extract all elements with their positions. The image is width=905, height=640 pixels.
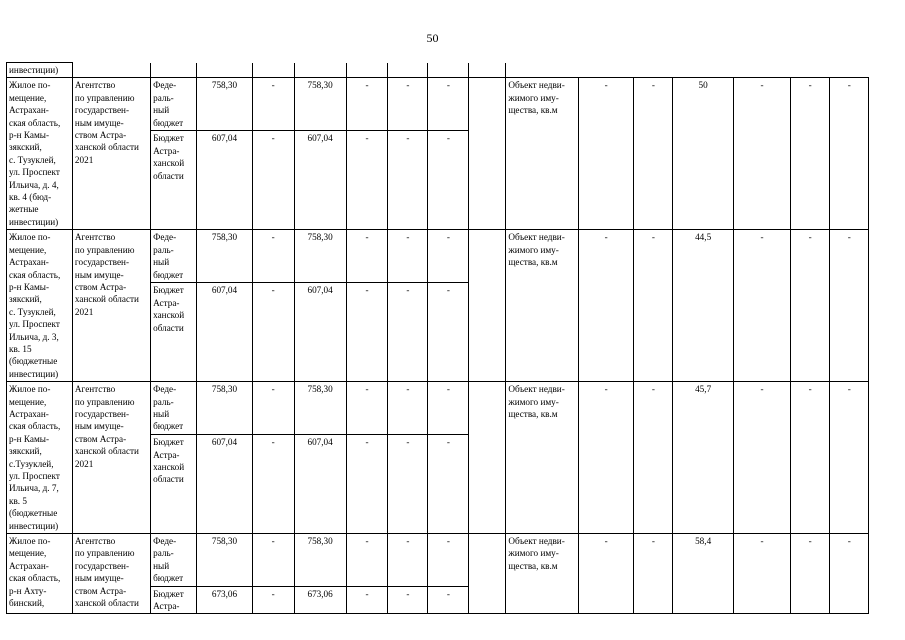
total-federal: 758,30 <box>197 78 253 131</box>
total-regional: 607,04 <box>197 131 253 230</box>
total-regional: 673,06 <box>197 586 253 614</box>
year-value-regional: 607,04 <box>294 131 346 230</box>
source-regional: Бюджет Астра- ханской области <box>151 283 197 382</box>
program-table <box>6 62 905 614</box>
indicator-cell: Объект недви- жимого иму- щества, кв.м <box>506 78 578 230</box>
table-row-regional: Бюджет Астра- ханской области 607,04 - 607,04 - - - <box>7 283 905 382</box>
customer-cell: Агентство по управлению государствен- ным имуще- ством Астра- ханской области 2021 <box>72 78 150 230</box>
year-value-federal: 758,30 <box>294 382 346 435</box>
indicator-cell: Объект недви- жимого иму- щества, кв.м <box>506 230 578 382</box>
object-cell: Жилое по- мещение, Астрахан- ская область, р-н Камы- зякский, с. Тузуклей, ул. Проспект Ильича, д. 4, кв. 4 (бюд- жетные инвестиции) <box>7 78 73 230</box>
object-cell: Жилое по- мещение, Астрахан- ская область, р-н Ахту- бинский, <box>7 534 73 614</box>
indicator-value: 44,5 <box>673 230 733 382</box>
table-row-federal: Жилое по- мещение, Астрахан- ская область, р-н Камы- зякский, с. Тузуклей, ул. Проспект Ильича, д. 3, кв. 15 (бюджетные инвестиции) Агентство по управлению государствен- ным имуще- ством Астра- ханской области 2021 Феде- раль- ный бюджет 758,30 - 758,30 - - - Объект недви- жимого иму- щества, кв.м - - 44,5 - - - <box>7 230 905 283</box>
indicator-value: 58,4 <box>673 534 733 614</box>
year-value-federal: 758,30 <box>294 78 346 131</box>
source-federal: Феде- раль- ный бюджет <box>151 534 197 587</box>
table-row-regional: Бюджет Астра- 673,06 - 673,06 - - - <box>7 586 905 614</box>
indicator-cell: Объект недви- жимого иму- щества, кв.м <box>506 534 578 614</box>
total-federal: 758,30 <box>197 230 253 283</box>
source-regional: Бюджет Астра- <box>151 586 197 614</box>
indicator-value: 45,7 <box>673 382 733 534</box>
total-federal: 758,30 <box>197 534 253 587</box>
continuation-text: инвестиции) <box>7 63 73 78</box>
source-federal: Феде- раль- ный бюджет <box>151 230 197 283</box>
customer-cell: Агентство по управлению государствен- ным имуще- ством Астра- ханской области 2021 <box>72 382 150 534</box>
year-value-regional: 607,04 <box>294 283 346 382</box>
table-row-federal: Жилое по- мещение, Астрахан- ская область, р-н Камы- зякский, с.Тузуклей, ул. Проспект Ильича, д. 7, кв. 5 (бюджетные инвестиции) Агентство по управлению государствен- ным имуще- ством Астра- ханской области 2021 Феде- раль- ный бюджет 758,30 - 758,30 - - - Объект недви- жимого иму- щества, кв.м - - 45,7 - - - <box>7 382 905 435</box>
year-value-federal: 758,30 <box>294 534 346 587</box>
year-value-regional: 607,04 <box>294 435 346 534</box>
indicator-cell: Объект недви- жимого иму- щества, кв.м <box>506 382 578 534</box>
table-row-regional: Бюджет Астра- ханской области 607,04 - 607,04 - - - <box>7 131 905 230</box>
source-federal: Феде- раль- ный бюджет <box>151 382 197 435</box>
total-regional: 607,04 <box>197 435 253 534</box>
total-regional: 607,04 <box>197 283 253 382</box>
table-row-federal: Жилое по- мещение, Астрахан- ская область, р-н Камы- зякский, с. Тузуклей, ул. Проспект Ильича, д. 4, кв. 4 (бюд- жетные инвестиции) Агентство по управлению государствен- ным имуще- ством Астра- ханской области 2021 Феде- раль- ный бюджет 758,30 - 758,30 - - - Объект недви- жимого иму- щества, кв.м - - 50 - - - <box>7 78 905 131</box>
object-cell: Жилое по- мещение, Астрахан- ская область, р-н Камы- зякский, с. Тузуклей, ул. Проспект Ильича, д. 3, кв. 15 (бюджетные инвестиции) <box>7 230 73 382</box>
indicator-value: 50 <box>673 78 733 230</box>
year-value-federal: 758,30 <box>294 230 346 283</box>
source-federal: Феде- раль- ный бюджет <box>151 78 197 131</box>
source-regional: Бюджет Астра- ханской области <box>151 435 197 534</box>
object-cell: Жилое по- мещение, Астрахан- ская область, р-н Камы- зякский, с.Тузуклей, ул. Проспект Ильича, д. 7, кв. 5 (бюджетные инвестиции) <box>7 382 73 534</box>
year-value-regional: 673,06 <box>294 586 346 614</box>
table-row-regional: Бюджет Астра- ханской области 607,04 - 607,04 - - - <box>7 435 905 534</box>
table-row-federal: Жилое по- мещение, Астрахан- ская область, р-н Ахту- бинский, Агентство по управлению государствен- ным имуще- ством Астра- ханской области Феде- раль- ный бюджет 758,30 - 758,30 - - - Объект недви- жимого иму- щества, кв.м - - 58,4 - - - <box>7 534 905 587</box>
continuation-row <box>7 63 905 78</box>
total-federal: 758,30 <box>197 382 253 435</box>
page-number: 50 <box>426 31 439 45</box>
source-regional: Бюджет Астра- ханской области <box>151 131 197 230</box>
customer-cell: Агентство по управлению государствен- ным имуще- ством Астра- ханской области <box>72 534 150 614</box>
customer-cell: Агентство по управлению государствен- ным имуще- ством Астра- ханской области 2021 <box>72 230 150 382</box>
